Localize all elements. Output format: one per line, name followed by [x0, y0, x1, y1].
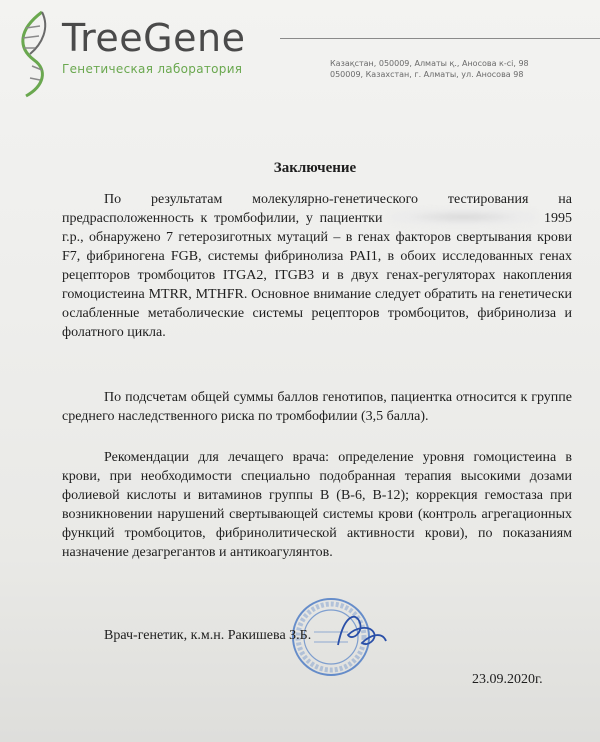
findings-text-end: 1995 г.р., обнаружено 7 гетерозиготных мутаций – в генах факторов свертывания крови F7, фибриногена FGB, системы фибринолиза PAI1, в обоих исследованных генах рецепторов тромбоцитов ITGA2, ITGB3 и в двух генах-регуляторах накопления гомоцистеина MTRR, MTHFR. Основное внимание следует обратить на генетически ослабленные метаболические системы рецепторов тромбоцитов, фибринолиза и фолатного цикла. [62, 211, 573, 340]
brand-name: TreeGene [62, 16, 246, 60]
signature-line: Врач-генетик, к.м.н. Ракишева З.Б. [104, 628, 312, 643]
paragraph-findings [62, 190, 572, 342]
address-ru: 050009, Казахстан, г. Алматы, ул. Аносова 98 [330, 70, 524, 79]
brand-subtitle: Генетическая лаборатория [62, 62, 243, 76]
document-date: 23.09.2020г. [472, 672, 543, 687]
address-block [330, 58, 529, 80]
document-title: Заключение [273, 160, 357, 176]
header-divider [280, 38, 600, 39]
dna-logo-icon [12, 8, 56, 98]
signature-icon [330, 605, 390, 655]
paragraph-risk: По подсчетам общей суммы баллов генотипов, пациентка относится к группе среднего наследственного риска по тромбофилии (3,5 балла). [62, 390, 572, 424]
redacted-patient-name [389, 209, 537, 225]
address-kz: Казақстан, 050009, Алматы қ., Аносова к-сі, 98 [330, 59, 529, 68]
findings-text-start: По результатам молекулярно-генетического тестирования на предрасположенность к тромбофилии, у пациентки [62, 192, 572, 226]
brand-block [62, 18, 245, 76]
paragraph-recommendations: Рекомендации для лечащего врача: определение уровня гомоцистеина в крови, при необходимости специально подобранная терапия высокими дозами фолиевой кислоты и витаминов группы В (В-6, В-12); коррекция гемостаза при возникновении нарушений свертывающей системы крови (контроль агрегационных функций тромбоцитов, фибринолитической активности крови), по показаниям назначение дезагрегантов и антикоагулянтов. [62, 450, 572, 560]
